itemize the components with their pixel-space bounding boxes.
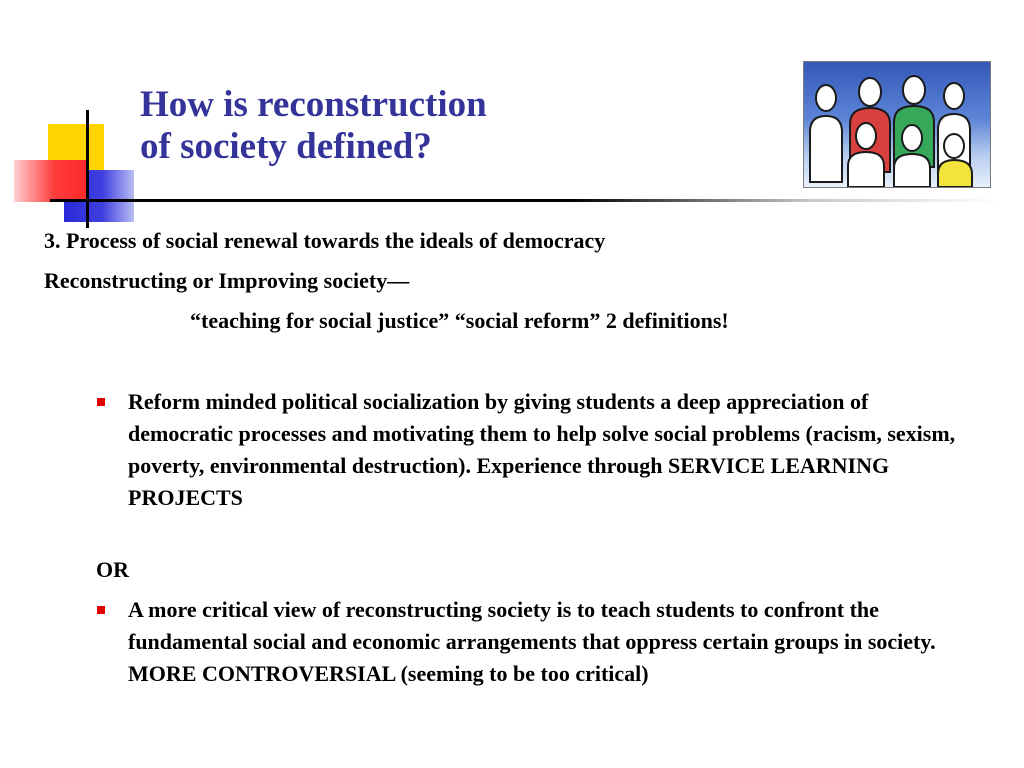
bullet-square-icon [97,398,105,406]
people-group-icon [804,62,990,187]
decorative-red-square [14,160,88,202]
reconstructing-line: Reconstructing or Improving society— [44,268,410,293]
slide-title [140,84,740,168]
or-label: OR [96,557,129,582]
decorative-horizontal-line [50,199,1000,202]
process-line: 3. Process of social renewal towards the ideals of democracy [44,228,606,253]
title-line-2: of society defined? [140,126,432,167]
people-group-picture [803,61,991,188]
title-line-1: How is reconstruction [140,84,487,125]
bullet-square-icon [97,606,105,614]
bullet-text: Reform minded political socialization by giving students a deep appreciation of democratic processes and motivating them to help solve social problems (racism, sexism, poverty, environmental destruction). Experience through SERVICE LEARNING PROJECTS [128,389,956,510]
bullet-text: A more critical view of reconstructing society is to teach students to confront the fundamental social and economic arrangements that oppress certain groups in society. MORE CONTROVERSIAL (seeming to be too critical) [128,597,936,686]
definitions-line: “teaching for social justice” “social reform” 2 definitions! [190,308,729,333]
decorative-vertical-line [86,110,89,228]
